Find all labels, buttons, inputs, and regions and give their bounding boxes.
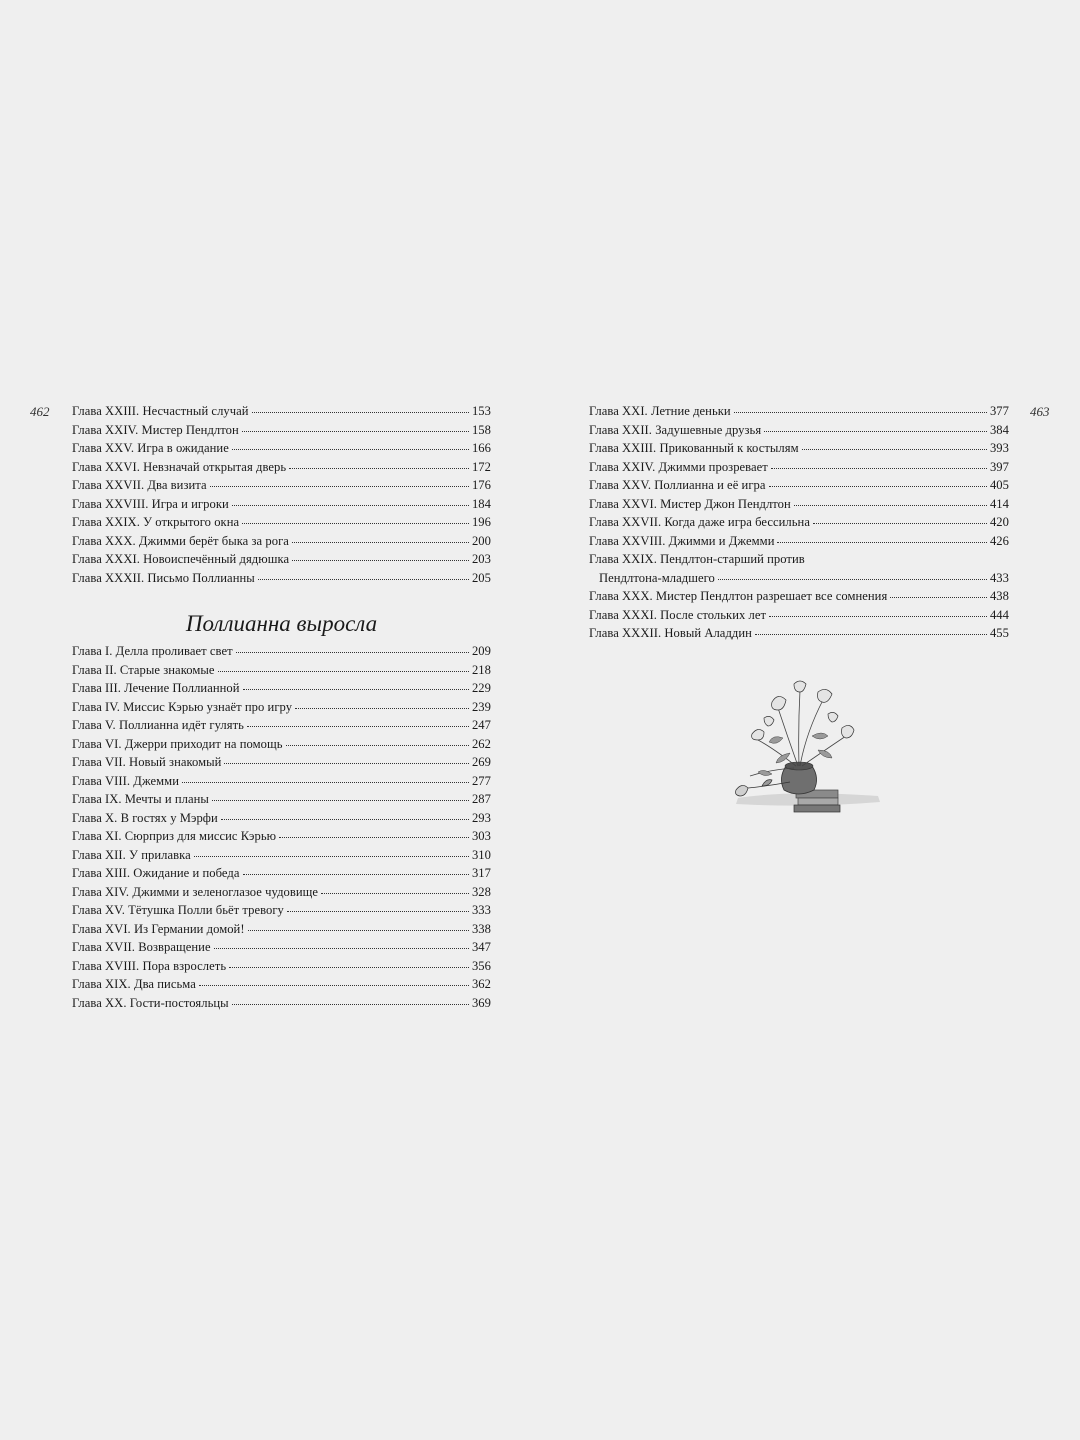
toc-entry: [72, 404, 491, 423]
toc-leader-dots: [242, 431, 469, 432]
toc-entry-page: 247: [471, 718, 491, 732]
flower-vase-illustration: [728, 678, 888, 828]
toc-leader-dots: [214, 948, 469, 949]
toc-leader-dots: [292, 542, 469, 543]
toc-entry-title: Глава XXX. Джимми берёт быка за рога: [72, 533, 289, 548]
toc-entry-page: 414: [989, 496, 1009, 511]
toc-entry-page: 176: [471, 478, 491, 492]
toc-entry: [72, 848, 491, 867]
toc-leader-dots: [769, 616, 987, 617]
toc-entry-page: 229: [471, 681, 491, 695]
toc-entry-page: 444: [989, 607, 1009, 622]
toc-leader-dots: [769, 486, 987, 487]
toc-entry-page: 356: [471, 958, 491, 973]
toc-leader-dots: [232, 505, 469, 506]
toc-entry: [72, 718, 491, 737]
toc-entry-title: Глава V. Поллианна идёт гулять: [72, 718, 244, 732]
toc-leader-dots: [777, 542, 986, 543]
toc-entry-title: Глава XXIV. Мистер Пендлтон: [72, 422, 239, 437]
toc-leader-dots: [247, 726, 469, 727]
toc-entry: [72, 829, 491, 848]
toc-entry-title: Пендлтона-младшего: [599, 570, 715, 585]
toc-entry: [72, 441, 491, 460]
toc-leader-dots: [221, 819, 469, 820]
toc-entry: [72, 478, 491, 497]
toc-entry-page: 397: [989, 459, 1009, 474]
toc-leader-dots: [734, 412, 987, 413]
toc-entry-page: 377: [989, 404, 1009, 418]
toc-entry: [72, 940, 491, 959]
toc-entry: [589, 515, 1009, 534]
toc-leader-dots: [232, 449, 469, 450]
toc-entry-title: Глава XXVIII. Игра и игроки: [72, 496, 229, 511]
toc-entry-title: Глава XXVII. Когда даже игра бессильна: [589, 515, 810, 529]
toc-entry: [72, 903, 491, 922]
toc-entry: [72, 977, 491, 996]
toc-entry-title: Глава XVI. Из Германии домой!: [72, 921, 245, 936]
toc-entry-title: Глава XXVII. Два визита: [72, 478, 207, 492]
toc-entry-title: Глава XXXII. Новый Аладдин: [589, 626, 752, 640]
toc-entry: [72, 460, 491, 479]
toc-entry-page: 420: [989, 515, 1009, 529]
toc-leader-dots: [236, 652, 469, 653]
toc-entry-page: 205: [471, 570, 491, 585]
toc-entry-title: Глава XXIII. Прикованный к костылям: [589, 441, 799, 455]
toc-entry-title: Глава XXXI. После стольких лет: [589, 607, 767, 622]
toc-leader-dots: [287, 911, 469, 912]
toc-entry-title: Глава XXV. Игра в ожидание: [72, 441, 229, 455]
toc-leader-dots: [210, 486, 469, 487]
page-number-left: 462: [30, 404, 50, 419]
toc-entry: [72, 534, 491, 553]
toc-entry-page: 262: [471, 736, 491, 751]
toc-entry: [589, 441, 1009, 460]
toc-entry-page: 166: [471, 441, 491, 455]
toc-entry-page: 287: [471, 792, 491, 806]
toc-leader-dots: [813, 523, 987, 524]
toc-leader-dots: [194, 856, 469, 857]
toc-entry: [589, 571, 1009, 590]
toc-entry-title: Глава XXI. Летние деньки: [589, 404, 731, 418]
toc-entry-page: 317: [471, 866, 491, 880]
toc-entry-title: Глава XVII. Возвращение: [72, 940, 211, 954]
toc-left-top: [72, 404, 491, 589]
toc-entry-title: Глава XXIX. У открытого окна: [72, 515, 240, 529]
toc-entry-page: 153: [471, 404, 491, 418]
toc-entry-page: 277: [471, 773, 491, 788]
toc-entry-title: Глава XXX. Мистер Пендлтон разрешает все сомнения: [589, 589, 888, 603]
toc-leader-dots: [771, 468, 987, 469]
toc-leader-dots: [890, 597, 987, 598]
toc-entry-title: Глава XXXI. Новоиспечённый дядюшка: [72, 552, 290, 566]
toc-entry: [72, 515, 491, 534]
toc-entry-page: 172: [471, 459, 491, 474]
toc-entry: [72, 866, 491, 885]
toc-leader-dots: [218, 671, 469, 672]
toc-entry-page: 203: [471, 552, 491, 566]
toc-entry: [72, 497, 491, 516]
toc-entry-page: 455: [989, 626, 1009, 640]
toc-entry: [72, 959, 491, 978]
toc-leader-dots: [718, 579, 987, 580]
toc-entry-page: 184: [471, 496, 491, 511]
toc-entry-title: Глава XV. Тётушка Полли бьёт тревогу: [72, 903, 284, 917]
toc-entry: [72, 423, 491, 442]
toc-entry: [72, 663, 491, 682]
toc-entry-page: 293: [471, 810, 491, 825]
toc-leader-dots: [292, 560, 469, 561]
toc-entry-title: Глава IV. Миссис Кэрью узнаёт про игру: [72, 699, 293, 714]
toc-entry: [72, 774, 491, 793]
toc-entry-page: 303: [471, 829, 491, 843]
toc-entry-title: Глава VI. Джерри приходит на помощь: [72, 736, 283, 751]
toc-left-bottom: [72, 644, 491, 1014]
toc-leader-dots: [295, 708, 469, 709]
toc-leader-dots: [289, 468, 469, 469]
toc-entry-title: Глава XXXII. Письмо Поллианны: [72, 570, 255, 585]
toc-entry-title: Глава XII. У прилавка: [72, 847, 191, 862]
toc-entry-page: 158: [471, 422, 491, 437]
toc-entry-page: 338: [471, 921, 491, 936]
toc-entry: [72, 700, 491, 719]
toc-entry-title: Глава XIII. Ожидание и победа: [72, 866, 240, 880]
toc-entry-title: Глава IX. Мечты и планы: [72, 792, 209, 806]
toc-entry: [72, 996, 491, 1015]
toc-entry: [589, 497, 1009, 516]
toc-entry-page: 328: [471, 884, 491, 899]
toc-entry-title: Глава XVIII. Пора взрослеть: [72, 958, 227, 973]
toc-entry: [72, 755, 491, 774]
toc-entry: [589, 552, 1009, 571]
toc-entry-title: Глава III. Лечение Поллианной: [72, 681, 240, 695]
toc-leader-dots: [279, 837, 469, 838]
toc-entry-page: 239: [471, 699, 491, 714]
toc-leader-dots: [258, 579, 469, 580]
toc-entry: [72, 681, 491, 700]
toc-leader-dots: [794, 505, 987, 506]
toc-entry-page: 333: [471, 903, 491, 917]
toc-entry: [589, 534, 1009, 553]
toc-entry-page: 362: [471, 977, 491, 991]
toc-entry: [72, 571, 491, 590]
toc-entry: [589, 460, 1009, 479]
toc-leader-dots: [199, 985, 469, 986]
toc-entry-title: Глава XXVI. Мистер Джон Пендлтон: [589, 496, 791, 511]
toc-entry: [72, 922, 491, 941]
toc-leader-dots: [182, 782, 469, 783]
toc-entry-title: Глава II. Старые знакомые: [72, 662, 215, 677]
toc-leader-dots: [232, 1004, 469, 1005]
toc-entry: [589, 478, 1009, 497]
toc-entry-page: 347: [471, 940, 491, 954]
toc-entry: [72, 811, 491, 830]
toc-leader-dots: [755, 634, 987, 635]
toc-leader-dots: [802, 449, 987, 450]
toc-leader-dots: [212, 800, 469, 801]
toc-leader-dots: [248, 930, 469, 931]
toc-entry-page: 426: [989, 533, 1009, 548]
toc-leader-dots: [286, 745, 469, 746]
toc-entry-page: 433: [989, 570, 1009, 585]
toc-entry-title: Глава XXII. Задушевные друзья: [589, 422, 762, 437]
page-number-right: 463: [1030, 404, 1050, 419]
toc-entry-page: 209: [471, 644, 491, 658]
toc-right: [589, 404, 1009, 645]
toc-leader-dots: [764, 431, 987, 432]
toc-entry: [72, 552, 491, 571]
toc-entry-page: 369: [471, 995, 491, 1010]
toc-entry-title: Глава XXIX. Пендлтон-старший против: [589, 552, 805, 566]
toc-leader-dots: [321, 893, 469, 894]
toc-entry: [72, 737, 491, 756]
toc-entry-title: Глава XXVIII. Джимми и Джемми: [589, 533, 775, 548]
toc-entry-title: Глава XI. Сюрприз для миссис Кэрью: [72, 829, 277, 843]
toc-entry-title: Глава XXV. Поллианна и её игра: [589, 478, 766, 492]
toc-leader-dots: [224, 763, 469, 764]
toc-entry: [72, 885, 491, 904]
toc-entry: [72, 644, 491, 663]
toc-entry-page: 405: [989, 478, 1009, 492]
toc-entry-page: 384: [989, 422, 1009, 437]
toc-entry-page: 310: [471, 847, 491, 862]
toc-entry-page: 218: [471, 662, 491, 677]
toc-entry-title: Глава XXIV. Джимми прозревает: [589, 459, 768, 474]
toc-leader-dots: [252, 412, 469, 413]
section-heading: Поллианна выросла: [185, 611, 378, 636]
toc-entry-page: 196: [471, 515, 491, 529]
toc-entry-page: 438: [989, 589, 1009, 603]
toc-entry: [589, 589, 1009, 608]
toc-entry-page: 393: [989, 441, 1009, 455]
toc-leader-dots: [229, 967, 469, 968]
toc-entry: [589, 608, 1009, 627]
toc-entry-title: Глава XXIII. Несчастный случай: [72, 404, 249, 418]
toc-entry-title: Глава VIII. Джемми: [72, 773, 179, 788]
toc-entry-page: 269: [471, 755, 491, 769]
toc-leader-dots: [243, 689, 469, 690]
toc-entry-title: Глава XX. Гости-постояльцы: [72, 995, 229, 1010]
toc-entry: [589, 423, 1009, 442]
toc-entry-title: Глава XIX. Два письма: [72, 977, 196, 991]
toc-entry-title: Глава XXVI. Невзначай открытая дверь: [72, 459, 287, 474]
toc-entry-title: Глава XIV. Джимми и зеленоглазое чудовище: [72, 884, 319, 899]
toc-leader-dots: [243, 874, 469, 875]
toc-entry-title: Глава X. В гостях у Мэрфи: [72, 810, 218, 825]
toc-entry-title: Глава VII. Новый знакомый: [72, 755, 222, 769]
toc-entry-page: 200: [471, 533, 491, 548]
toc-entry-title: Глава I. Делла проливает свет: [72, 644, 233, 658]
toc-leader-dots: [242, 523, 469, 524]
toc-entry: [72, 792, 491, 811]
toc-entry: [589, 404, 1009, 423]
toc-entry: [589, 626, 1009, 645]
